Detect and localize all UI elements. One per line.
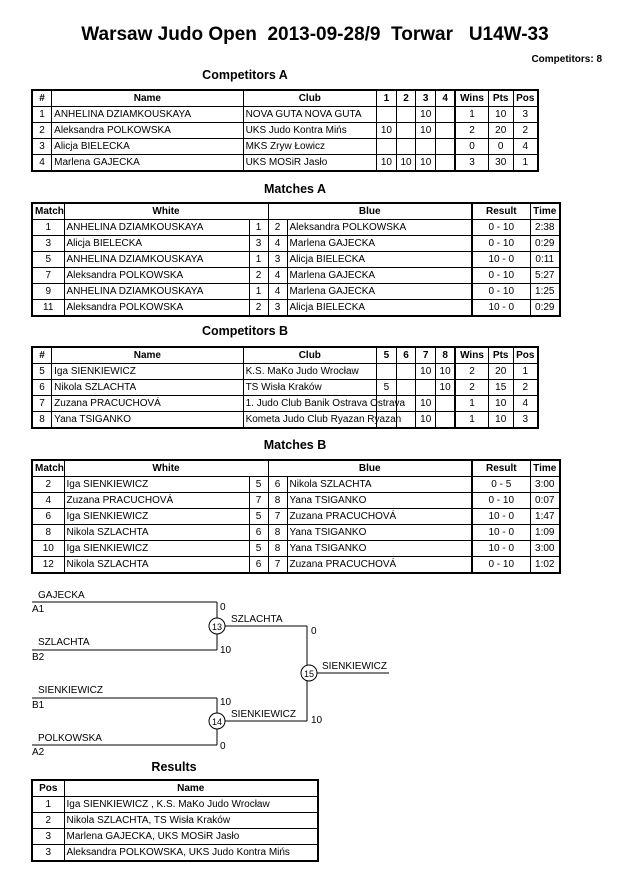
competitor-club: MKS Zryw Łowicz [243, 139, 376, 155]
match-blue: Aleksandra POLKOWSKA [287, 220, 472, 236]
column-header: 5 [377, 347, 397, 364]
match-time: 5:27 [530, 268, 560, 284]
match-white: Nikola SZLACHTA [64, 557, 249, 574]
competitor-s4: 10 [436, 364, 456, 380]
match-bn: 8 [268, 493, 287, 509]
result-pos: 3 [32, 845, 64, 862]
competitor-n: 7 [32, 396, 52, 412]
competitor-s2 [396, 123, 416, 139]
competitor-s4 [436, 123, 456, 139]
competitors-a-heading: Competitors A [202, 68, 288, 82]
competitor-n: 5 [32, 364, 52, 380]
column-header: White [64, 203, 268, 220]
match-result: 10 - 0 [472, 300, 530, 317]
match-time: 0:11 [530, 252, 560, 268]
table-row [32, 493, 560, 509]
m15-winner: SIENKIEWICZ [322, 661, 388, 672]
bracket-diagram [0, 580, 630, 760]
m13-top-score: 0 [220, 602, 226, 613]
competitor-name: Alicja BIELECKA [52, 139, 243, 155]
m13-bottom-seed: B2 [32, 652, 45, 663]
match-time: 0:29 [530, 300, 560, 317]
column-header: 4 [436, 90, 456, 107]
competitor-name: Zuzana PRACUCHOVÁ [52, 396, 243, 412]
match-wn: 1 [249, 220, 268, 236]
column-header: Result [472, 203, 530, 220]
competitor-n: 8 [32, 412, 52, 429]
competitor-n: 3 [32, 139, 52, 155]
match-wn: 6 [249, 557, 268, 574]
competitor-n: 1 [32, 107, 52, 123]
competitor-s4 [436, 396, 456, 412]
competitor-name: Marlena GAJECKA [52, 155, 243, 172]
competitor-wins: 1 [455, 396, 488, 412]
competitor-wins: 3 [455, 155, 488, 172]
column-header: 7 [416, 347, 436, 364]
column-header: Time [530, 460, 560, 477]
competitor-name: Aleksandra POLKOWSKA [52, 123, 243, 139]
results-heading: Results [151, 760, 197, 774]
column-header: 2 [396, 90, 416, 107]
match-wn: 7 [249, 493, 268, 509]
match-blue: Marlena GAJECKA [287, 236, 472, 252]
competitor-s1 [377, 107, 397, 123]
competitor-s2: 10 [396, 155, 416, 172]
competitor-pts: 10 [488, 107, 513, 123]
match-blue: Alicja BIELECKA [287, 252, 472, 268]
match-time: 1:02 [530, 557, 560, 574]
table-row [32, 139, 538, 155]
table-row [32, 557, 560, 574]
match-wn: 5 [249, 509, 268, 525]
competitor-s2 [396, 364, 416, 380]
competitor-s3: 10 [416, 107, 436, 123]
match-wn: 2 [249, 300, 268, 317]
match-white: Iga SIENKIEWICZ [64, 509, 249, 525]
competitor-name: Nikola SZLACHTA [52, 380, 243, 396]
column-header: Club [243, 347, 376, 364]
match-m: 11 [32, 300, 64, 317]
column-header: Wins [455, 90, 488, 107]
m14-bottom-seed: A2 [32, 747, 45, 758]
competitor-n: 6 [32, 380, 52, 396]
table-row [32, 155, 538, 172]
competitor-s1 [377, 364, 397, 380]
m13-bottom-score: 10 [220, 645, 232, 656]
competitor-name: Yana TSIGANKO [52, 412, 243, 429]
table-row [32, 284, 560, 300]
match-wn: 1 [249, 252, 268, 268]
column-header: Pos [32, 780, 64, 797]
m13-bottom-name: SZLACHTA [38, 637, 90, 648]
match-blue: Zuzana PRACUCHOVÁ [287, 509, 472, 525]
match-blue: Yana TSIGANKO [287, 541, 472, 557]
results-body [32, 797, 318, 862]
table-row [32, 268, 560, 284]
match-result: 0 - 10 [472, 557, 530, 574]
competitors-a-body [32, 107, 538, 172]
m14-top-name: SIENKIEWICZ [38, 685, 104, 696]
competitor-name: ANHELINA DZIAMKOUSKAYA [52, 107, 243, 123]
match-white: Aleksandra POLKOWSKA [64, 300, 249, 317]
competitor-pos: 4 [513, 396, 538, 412]
match-blue: Yana TSIGANKO [287, 493, 472, 509]
competitor-pts: 20 [488, 123, 513, 139]
match-m: 12 [32, 557, 64, 574]
match-m: 6 [32, 509, 64, 525]
competitors-b-header-row [32, 347, 538, 364]
match-bn: 8 [268, 541, 287, 557]
results-table [31, 779, 319, 862]
match-m: 1 [32, 220, 64, 236]
competitor-pts: 10 [488, 396, 513, 412]
competitor-s3: 10 [416, 396, 436, 412]
competitor-s3 [416, 380, 436, 396]
competitor-pos: 1 [513, 364, 538, 380]
competitor-s4 [436, 155, 456, 172]
column-header: Name [52, 90, 243, 107]
competitor-s4 [436, 107, 456, 123]
competitor-wins: 0 [455, 139, 488, 155]
column-header: White [64, 460, 268, 477]
match-m: 10 [32, 541, 64, 557]
competitor-n: 4 [32, 155, 52, 172]
match-bn: 7 [268, 557, 287, 574]
match-blue: Marlena GAJECKA [287, 268, 472, 284]
table-row [32, 107, 538, 123]
competitor-pts: 10 [488, 412, 513, 429]
match-bn: 4 [268, 268, 287, 284]
match-result: 0 - 10 [472, 493, 530, 509]
match-blue: Zuzana PRACUCHOVÁ [287, 557, 472, 574]
match-white: Zuzana PRACUCHOVÁ [64, 493, 249, 509]
result-name: Iga SIENKIEWICZ , K.S. MaKo Judo Wrocław [64, 797, 318, 813]
competitor-wins: 1 [455, 107, 488, 123]
result-pos: 1 [32, 797, 64, 813]
matches-a-heading: Matches A [263, 182, 327, 196]
match-white: ANHELINA DZIAMKOUSKAYA [64, 284, 249, 300]
column-header: 3 [416, 90, 436, 107]
result-name: Aleksandra POLKOWSKA, UKS Judo Kontra Mińs [64, 845, 318, 862]
competitor-pts: 20 [488, 364, 513, 380]
page-title: Warsaw Judo Open 2013-09-28/9 Torwar U14W-33 [81, 24, 549, 45]
m14-top-score: 10 [220, 697, 232, 708]
m13-winner-score: 0 [311, 626, 317, 637]
match-time: 3:00 [530, 541, 560, 557]
result-pos: 3 [32, 829, 64, 845]
competitor-club: NOVA GUTA NOVA GUTA [243, 107, 376, 123]
match-result: 10 - 0 [472, 252, 530, 268]
competitor-pos: 1 [513, 155, 538, 172]
match-result: 0 - 5 [472, 477, 530, 493]
m14-bottom-name: POLKOWSKA [38, 733, 102, 744]
match-white: Iga SIENKIEWICZ [64, 477, 249, 493]
match-bn: 7 [268, 509, 287, 525]
m14-winner-score: 10 [311, 715, 323, 726]
match-wn: 5 [249, 477, 268, 493]
matches-b-header-row [32, 460, 560, 477]
match-bn: 2 [268, 220, 287, 236]
competitor-s1: 10 [377, 155, 397, 172]
column-header: Blue [268, 203, 472, 220]
results-header-row [32, 780, 318, 797]
match-bn: 8 [268, 525, 287, 541]
column-header: Club [243, 90, 376, 107]
match-white: Alicja BIELECKA [64, 236, 249, 252]
match-m: 8 [32, 525, 64, 541]
competitor-club: Kometa Judo Club Ryazan Ryazan [243, 412, 376, 429]
competitors-b-table [31, 346, 539, 429]
competitor-pos: 2 [513, 380, 538, 396]
match-time: 1:47 [530, 509, 560, 525]
match-result: 10 - 0 [472, 525, 530, 541]
column-header: Name [64, 780, 318, 797]
match-m: 2 [32, 477, 64, 493]
column-header: # [32, 90, 52, 107]
competitor-s4: 10 [436, 380, 456, 396]
competitor-s3: 10 [416, 364, 436, 380]
match-m: 3 [32, 236, 64, 252]
match-result: 0 - 10 [472, 236, 530, 252]
column-header: # [32, 347, 52, 364]
match-time: 0:07 [530, 493, 560, 509]
match-bn: 3 [268, 252, 287, 268]
m14-winner: SIENKIEWICZ [231, 709, 297, 720]
competitor-wins: 2 [455, 123, 488, 139]
competitor-s3 [416, 139, 436, 155]
match-time: 3:00 [530, 477, 560, 493]
table-row [32, 509, 560, 525]
table-row [32, 123, 538, 139]
result-name: Nikola SZLACHTA, TS Wisła Kraków [64, 813, 318, 829]
column-header: 6 [396, 347, 416, 364]
match-time: 1:09 [530, 525, 560, 541]
result-name: Marlena GAJECKA, UKS MOSiR Jasło [64, 829, 318, 845]
competitor-pos: 2 [513, 123, 538, 139]
matches-b-heading: Matches B [263, 438, 327, 452]
column-header: Wins [455, 347, 488, 364]
match-result: 0 - 10 [472, 284, 530, 300]
table-row [32, 541, 560, 557]
table-row [32, 220, 560, 236]
competitor-pts: 0 [488, 139, 513, 155]
matches-b-body [32, 477, 560, 574]
competitors-a-table [31, 89, 539, 172]
column-header: Match [32, 460, 64, 477]
competitors-b-heading: Competitors B [201, 324, 289, 338]
competitor-pos: 4 [513, 139, 538, 155]
table-row [32, 236, 560, 252]
match-blue: Nikola SZLACHTA [287, 477, 472, 493]
match-bn: 6 [268, 477, 287, 493]
match-result: 10 - 0 [472, 541, 530, 557]
match-white: ANHELINA DZIAMKOUSKAYA [64, 252, 249, 268]
matches-b-table [31, 459, 561, 574]
competitor-s2 [396, 380, 416, 396]
match-15-number: 15 [303, 669, 315, 679]
match-wn: 3 [249, 236, 268, 252]
table-row [32, 380, 538, 396]
competitors-count: Competitors: 8 [531, 54, 602, 65]
match-bn: 4 [268, 284, 287, 300]
competitor-club: UKS MOSiR Jasło [243, 155, 376, 172]
match-result: 0 - 10 [472, 268, 530, 284]
match-blue: Marlena GAJECKA [287, 284, 472, 300]
column-header: Pts [488, 347, 513, 364]
match-bn: 4 [268, 236, 287, 252]
competitors-b-body [32, 364, 538, 429]
match-m: 7 [32, 268, 64, 284]
result-pos: 2 [32, 813, 64, 829]
table-row [32, 396, 538, 412]
competitor-pts: 30 [488, 155, 513, 172]
match-bn: 3 [268, 300, 287, 317]
column-header: Pts [488, 90, 513, 107]
m13-top-seed: A1 [32, 604, 45, 615]
competitor-s1: 10 [377, 123, 397, 139]
m14-bottom-score: 0 [220, 741, 226, 752]
competitor-s2 [396, 139, 416, 155]
competitor-s1 [377, 139, 397, 155]
competitor-s2 [396, 107, 416, 123]
competitor-club: K.S. MaKo Judo Wrocław [243, 364, 376, 380]
m14-top-seed: B1 [32, 700, 45, 711]
match-result: 0 - 10 [472, 220, 530, 236]
column-header: 1 [377, 90, 397, 107]
table-row [32, 300, 560, 317]
table-row [32, 525, 560, 541]
match-wn: 1 [249, 284, 268, 300]
table-row [32, 845, 318, 862]
match-white: Nikola SZLACHTA [64, 525, 249, 541]
match-wn: 6 [249, 525, 268, 541]
column-header: 8 [436, 347, 456, 364]
match-time: 2:38 [530, 220, 560, 236]
column-header: Result [472, 460, 530, 477]
matches-a-table [31, 202, 561, 317]
column-header: Name [52, 347, 243, 364]
competitor-wins: 2 [455, 380, 488, 396]
column-header: Match [32, 203, 64, 220]
column-header: Blue [268, 460, 472, 477]
table-row [32, 364, 538, 380]
matches-a-header-row [32, 203, 560, 220]
match-time: 1:25 [530, 284, 560, 300]
table-row [32, 813, 318, 829]
table-row [32, 477, 560, 493]
match-13-number: 13 [211, 622, 223, 632]
match-white: Iga SIENKIEWICZ [64, 541, 249, 557]
table-row [32, 829, 318, 845]
column-header: Time [530, 203, 560, 220]
match-blue: Yana TSIGANKO [287, 525, 472, 541]
table-row [32, 252, 560, 268]
match-blue: Alicja BIELECKA [287, 300, 472, 317]
competitor-s3: 10 [416, 155, 436, 172]
competitor-s3: 10 [416, 412, 436, 429]
match-14-number: 14 [211, 717, 223, 727]
matches-a-body [32, 220, 560, 317]
competitor-pos: 3 [513, 412, 538, 429]
match-m: 9 [32, 284, 64, 300]
competitor-club: TS Wisła Kraków [243, 380, 376, 396]
competitor-s4 [436, 412, 456, 429]
competitors-a-header-row [32, 90, 538, 107]
match-white: ANHELINA DZIAMKOUSKAYA [64, 220, 249, 236]
match-result: 10 - 0 [472, 509, 530, 525]
competitor-s3: 10 [416, 123, 436, 139]
m13-winner: SZLACHTA [231, 614, 283, 625]
table-row [32, 412, 538, 429]
match-white: Aleksandra POLKOWSKA [64, 268, 249, 284]
match-wn: 5 [249, 541, 268, 557]
competitor-club: UKS Judo Kontra Mińs [243, 123, 376, 139]
competitor-name: Iga SIENKIEWICZ [52, 364, 243, 380]
match-time: 0:29 [530, 236, 560, 252]
column-header: Pos [513, 90, 538, 107]
competitor-s1: 5 [377, 380, 397, 396]
competitor-s4 [436, 139, 456, 155]
m13-top-name: GAJECKA [38, 590, 85, 601]
competitor-wins: 2 [455, 364, 488, 380]
competitor-pos: 3 [513, 107, 538, 123]
match-m: 5 [32, 252, 64, 268]
match-m: 4 [32, 493, 64, 509]
competitor-pts: 15 [488, 380, 513, 396]
competitor-wins: 1 [455, 412, 488, 429]
competitor-club: 1. Judo Club Banik Ostrava Ostrava [243, 396, 376, 412]
competitor-n: 2 [32, 123, 52, 139]
table-row [32, 797, 318, 813]
column-header: Pos [513, 347, 538, 364]
match-wn: 2 [249, 268, 268, 284]
